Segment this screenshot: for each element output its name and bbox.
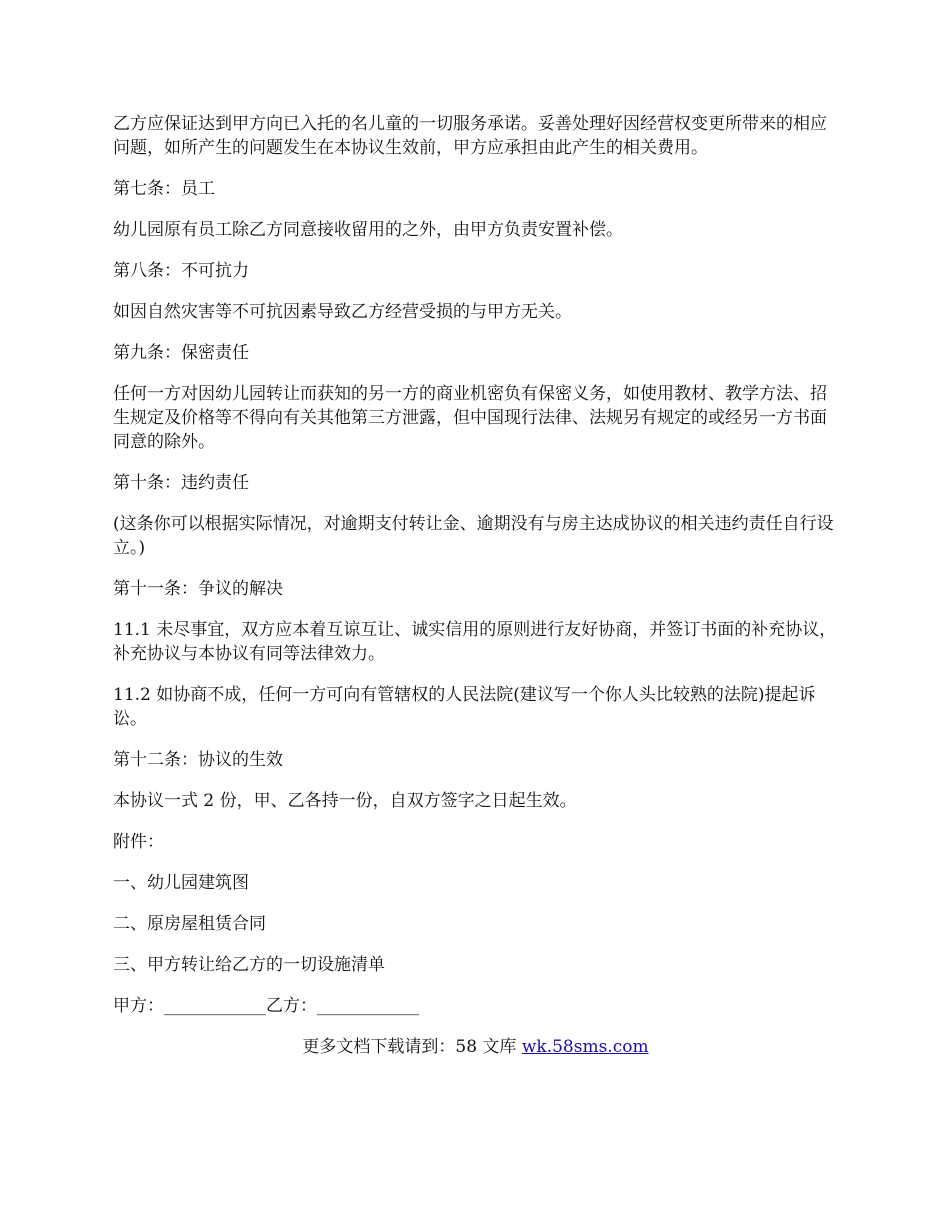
paragraph-confidentiality: 任何一方对因幼儿园转让而获知的另一方的商业机密负有保密义务，如使用教材、教学方法、招生规定及价格等不得向有关其他第三方泄露，但中国现行法律、法规另有规定的或经另一方书面同意的除外。 [113, 384, 827, 452]
paragraph-11-1: 11.1 未尽事宜，双方应本着互谅互让、诚实信用的原则进行友好协商，并签订书面的补充协议，补充协议与本协议有同等法律效力。 [113, 620, 837, 664]
paragraph-force-majeure: 如因自然灾害等不可抗因素导致乙方经营受损的与甲方无关。 [113, 302, 572, 322]
attachment-item-1: 一、幼儿园建筑图 [113, 873, 249, 893]
footer-prefix: 更多文档下载请到：58 文库 [302, 1037, 522, 1057]
footer-download-note [113, 1035, 838, 1059]
attachment-item-2: 二、原房屋租赁合同 [113, 914, 266, 934]
signature-line: 甲方：____________乙方：____________ [113, 996, 419, 1016]
paragraph-staff: 幼儿园原有员工除乙方同意接收留用的之外，由甲方负责安置补偿。 [113, 220, 623, 240]
heading-article-11: 第十一条：争议的解决 [113, 579, 283, 599]
heading-article-8: 第八条：不可抗力 [113, 261, 249, 281]
heading-article-12: 第十二条：协议的生效 [113, 750, 283, 770]
attachment-item-3: 三、甲方转让给乙方的一切设施清单 [113, 955, 385, 975]
paragraph-service-commitment: 乙方应保证达到甲方向已入托的名儿童的一切服务承诺。妥善处理好因经营权变更所带来的相应问题，如所产生的问题发生在本协议生效前，甲方应承担由此产生的相关费用。 [113, 114, 827, 158]
paragraph-effectiveness: 本协议一式 2 份，甲、乙各持一份，自双方签字之日起生效。 [113, 791, 577, 811]
heading-article-10: 第十条：违约责任 [113, 473, 249, 493]
footer-link[interactable]: wk.58sms.com [521, 1037, 649, 1057]
heading-attachments: 附件： [113, 832, 164, 852]
paragraph-11-2: 11.2 如协商不成，任何一方可向有管辖权的人民法院(建议写一个你人头比较熟的法院)提起诉讼。 [113, 685, 816, 729]
paragraph-breach-note: (这条你可以根据实际情况，对逾期支付转让金、逾期没有与房主达成协议的相关违约责任自行设立。) [113, 514, 834, 558]
heading-article-7: 第七条：员工 [113, 179, 215, 199]
heading-article-9: 第九条：保密责任 [113, 343, 249, 363]
